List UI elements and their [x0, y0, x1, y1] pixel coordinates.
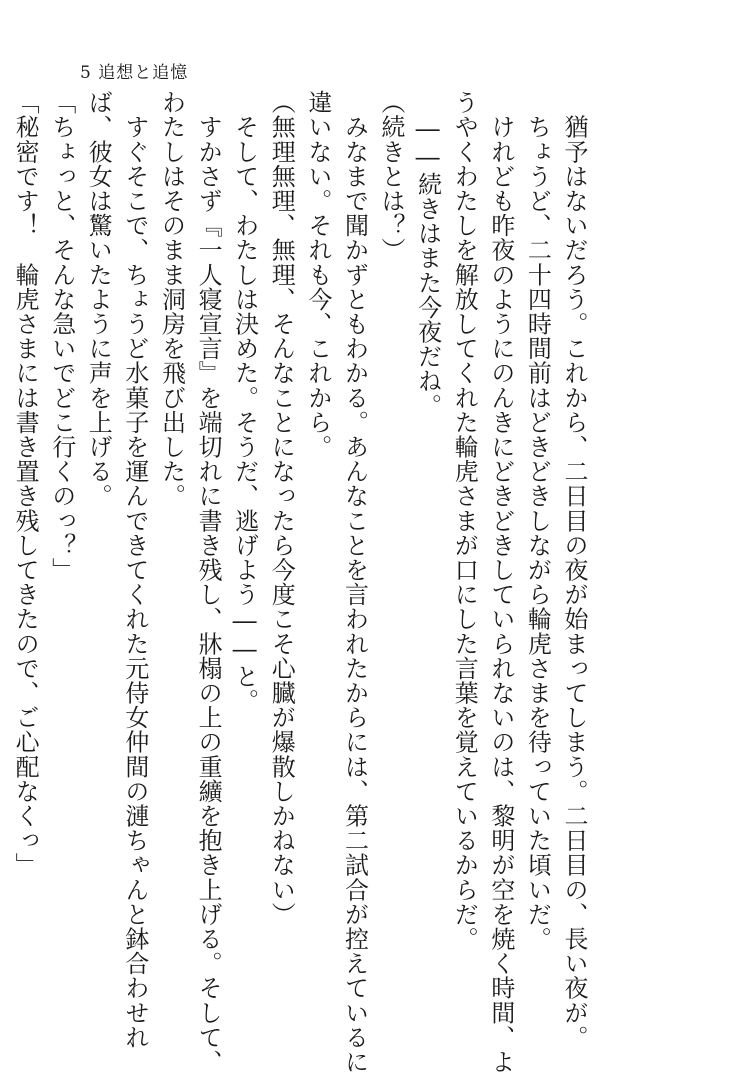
text-line: 「ちょっと、そんな急いでどこ行くのっ？」 — [47, 90, 76, 582]
text-line: うやくわたしを解放してくれた輪虎さまが口にした言葉を覚えているからだ。 — [450, 90, 479, 951]
text-line: けれども昨夜のようにのんきにどきどきしていられないのは、黎明が空を焼く時間、よ — [486, 90, 515, 1074]
text-line: 「秘密です！ 輪虎さまには書き置き残してきたので、ご心配なくっ」 — [11, 90, 40, 878]
text-line: 猶予はないだろう。これから、二日目の夜が始まってしまう。二日目の、長い夜が。 — [560, 90, 588, 1050]
text-line: わたしはそのまま洞房を飛び出した。 — [157, 90, 186, 509]
vertical-body-text — [7, 90, 593, 1074]
text-line: 違いない。それも今、これから。 — [303, 90, 332, 459]
text-line: そして、わたしは決めた。そうだ、逃げよう――と。 — [230, 90, 259, 713]
text-line: ば、彼女は驚いたように声を上げる。 — [84, 90, 113, 509]
running-header — [80, 58, 188, 83]
text-line: （無理無理、無理、そんなことになったら今度こそ心臓が爆散しかねない） — [267, 90, 296, 927]
text-line: ちょうど、二十四時間前はどきどきしながら輪虎さまを待っていた頃いだ。 — [523, 90, 552, 951]
chapter-number: 5 — [80, 63, 92, 83]
text-line: みなまで聞かずともわかる。あんなことを言われたからには、第二試合が控えているに — [340, 90, 369, 1074]
text-line: （続きとは？） — [377, 90, 406, 263]
text-line: すぐそこで、ちょうど水菓子を運んできてくれた元侍女仲間の漣ちゃんと鉢合わせれ — [120, 90, 149, 1050]
text-line: すかさず『一人寝宣言』を端切れに書き残し、牀榻の上の重纊を抱き上げる。そして、 — [194, 90, 223, 1074]
chapter-title: 追想と追憶 — [98, 63, 189, 83]
text-line: ――続きはまた今夜だね。 — [413, 90, 442, 418]
